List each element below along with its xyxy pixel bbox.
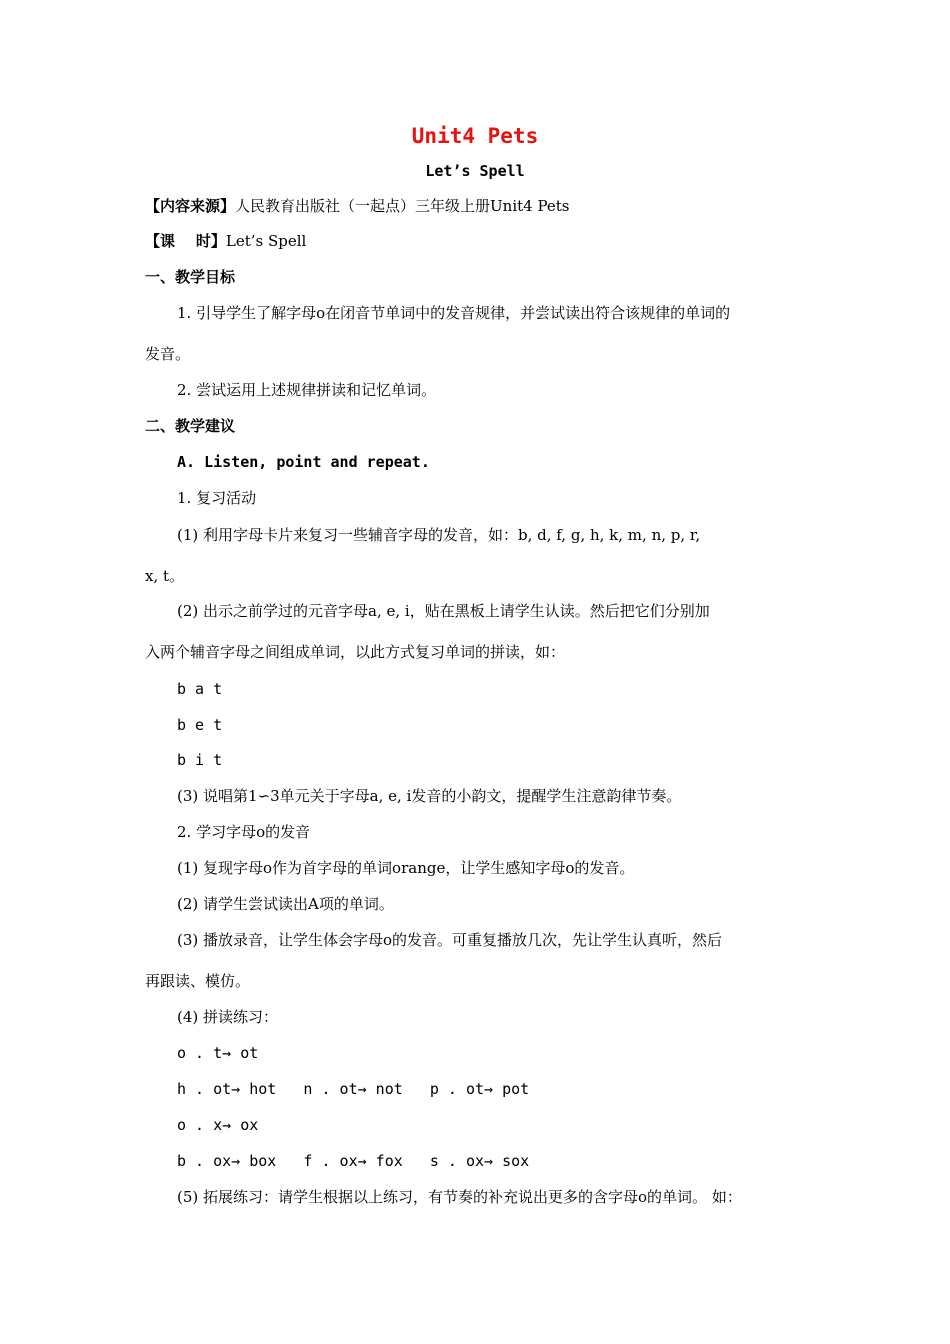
- review-heading: 1. 复习活动: [177, 489, 257, 507]
- document-title: Unit4 Pets: [411, 124, 539, 148]
- source-label: 【内容来源】: [145, 197, 236, 215]
- part-a-heading: A. Listen, point and repeat.: [177, 453, 430, 471]
- phonics-hot-not-pot: h . ot→ hot n . ot→ not p . ot→ pot: [177, 1080, 530, 1098]
- lesson-label: 【课 时】: [145, 232, 226, 250]
- source-text: 人民教育出版社（一起点）三年级上册Unit4 Pets: [235, 197, 570, 215]
- learn-3-line2: 再跟读、模仿。: [145, 972, 251, 990]
- learn-5: (5) 拓展练习：请学生根据以上练习，有节奏的补充说出更多的含字母o的单词。 如：: [177, 1188, 742, 1206]
- phonics-box-fox-sox: b . ox→ box f . ox→ fox s . ox→ sox: [177, 1152, 530, 1170]
- phonics-ot: o . t→ ot: [177, 1044, 259, 1062]
- source-line: [145, 196, 569, 216]
- document-subtitle: Let’s Spell: [425, 162, 525, 180]
- review-1-line1: (1) 利用字母卡片来复习一些辅音字母的发音，如：b, d, f, g, h, k, m, n, p, r,: [177, 526, 701, 544]
- learn-4: (4) 拼读练习：: [177, 1008, 279, 1026]
- review-1-line2: x, t。: [145, 567, 185, 585]
- example-word-bat: b a t: [177, 680, 223, 698]
- example-word-bit: b i t: [177, 751, 223, 769]
- objective-1-line1: 1. 引导学生了解字母o在闭音节单词中的发音规律，并尝试读出符合该规律的单词的: [177, 304, 731, 322]
- learn-3-line1: (3) 播放录音，让学生体会字母o的发音。可重复播放几次，先让学生认真听，然后: [177, 931, 723, 949]
- section1-heading: 一、教学目标: [145, 268, 236, 286]
- phonics-ox: o . x→ ox: [177, 1116, 259, 1134]
- lesson-line: [145, 231, 306, 251]
- learn-2: (2) 请学生尝试读出A项的单词。: [177, 895, 394, 913]
- learn-1: (1) 复现字母o作为首字母的单词orange，让学生感知字母o的发音。: [177, 859, 635, 877]
- review-2-line2: 入两个辅音字母之间组成单词，以此方式复习单词的拼读，如：: [145, 643, 566, 661]
- objective-2: 2. 尝试运用上述规律拼读和记忆单词。: [177, 381, 437, 399]
- learn-heading: 2. 学习字母o的发音: [177, 823, 311, 841]
- section2-heading: 二、教学建议: [145, 417, 236, 435]
- review-2-line1: (2) 出示之前学过的元音字母a, e, i，贴在黑板上请学生认读。然后把它们分别加: [177, 602, 710, 620]
- review-3: (3) 说唱第1∽3单元关于字母a, e, i发音的小韵文，提醒学生注意韵律节奏。: [177, 787, 682, 805]
- example-word-bet: b e t: [177, 716, 223, 734]
- objective-1-line2: 发音。: [145, 345, 191, 363]
- lesson-text: Let’s Spell: [225, 232, 307, 250]
